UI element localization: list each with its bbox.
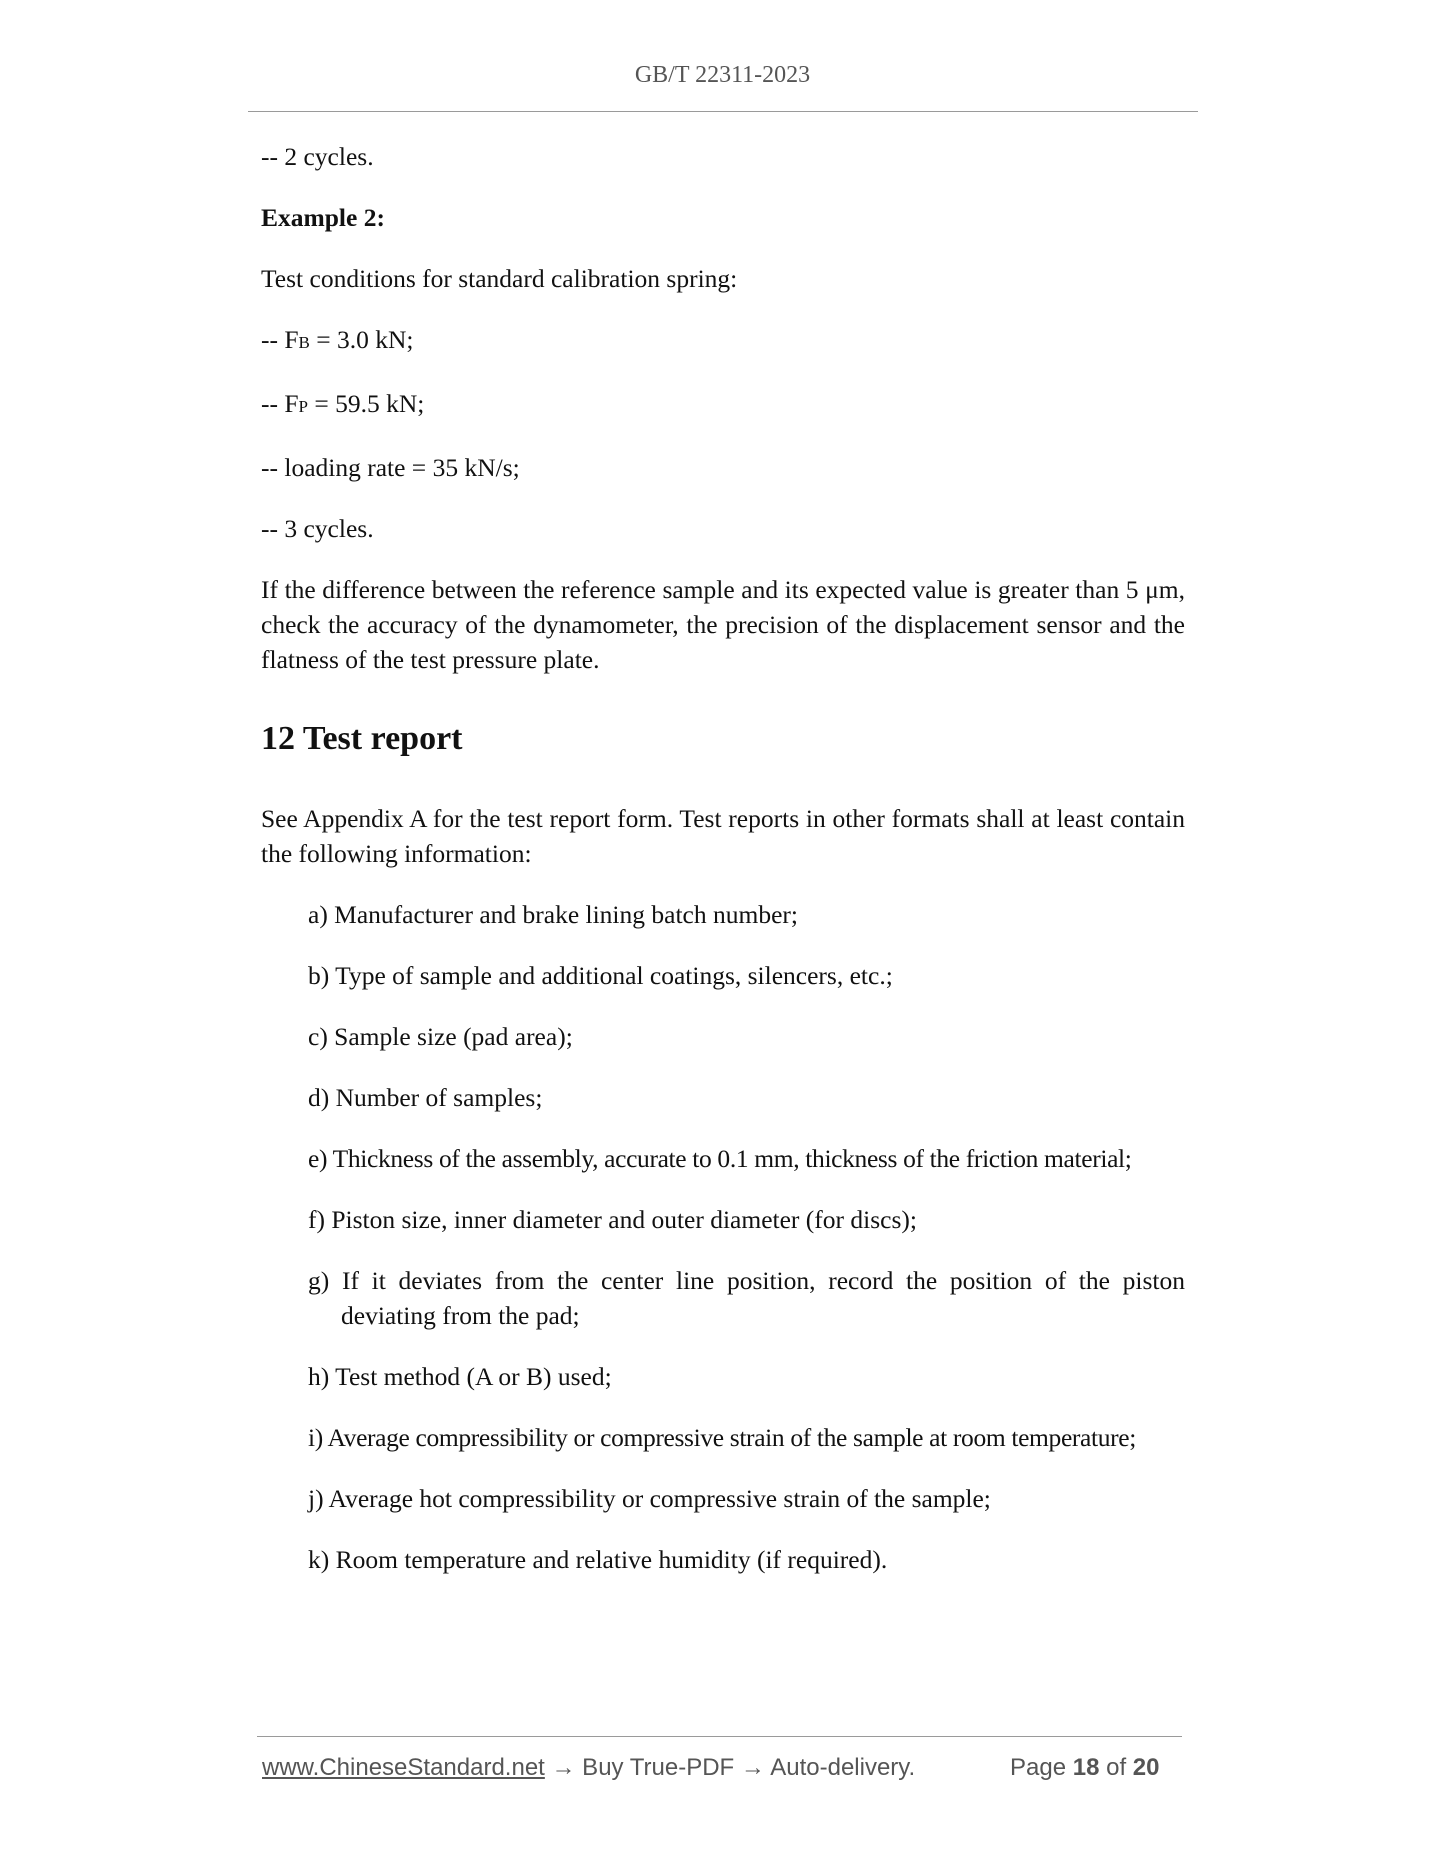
- list-item: i) Average compressibility or compressive strain of the sample at room temperature;: [308, 1423, 1137, 1452]
- list-item: f) Piston size, inner diameter and outer diameter (for discs);: [308, 1205, 917, 1234]
- list-item: h) Test method (A or B) used;: [308, 1362, 612, 1391]
- cycles-line-3: -- 3 cycles.: [261, 514, 374, 543]
- document-code-header: GB/T 22311-2023: [634, 62, 811, 88]
- list-item: a) Manufacturer and brake lining batch number;: [308, 900, 798, 929]
- total-pages: 20: [1132, 1754, 1160, 1781]
- page-footer: [262, 1754, 1182, 1784]
- list-item: c) Sample size (pad area);: [308, 1022, 573, 1051]
- list-item: d) Number of samples;: [308, 1083, 543, 1112]
- section-heading: 12 Test report: [261, 720, 463, 757]
- list-item: j) Average hot compressibility or compressive strain of the sample;: [308, 1484, 991, 1513]
- loading-rate-line: -- loading rate = 35 kN/s;: [261, 453, 520, 482]
- list-item: k) Room temperature and relative humidity (if required).: [308, 1545, 888, 1574]
- fb-prefix: -- F: [261, 325, 299, 354]
- conditions-intro: Test conditions for standard calibration spring:: [261, 264, 738, 293]
- page-label: Page: [1010, 1754, 1073, 1781]
- page-content: [261, 139, 1185, 1603]
- fp-subscript: P: [298, 397, 309, 416]
- example-heading: Example 2:: [261, 203, 385, 232]
- footer-promo: [262, 1754, 915, 1782]
- header-divider: [248, 111, 1198, 112]
- fp-condition: [261, 386, 1185, 424]
- difference-paragraph: If the difference between the reference sample and its expected value is greater than 5 μm, check the accuracy of the dynamometer, the precision of the displacement sensor and the flatness of the test pressure plate.: [261, 575, 1185, 674]
- list-item: b) Type of sample and additional coatings, silencers, etc.;: [308, 961, 893, 990]
- of-label: of: [1099, 1754, 1133, 1781]
- website-link[interactable]: www.ChineseStandard.net: [262, 1754, 545, 1781]
- list-item: e) Thickness of the assembly, accurate to 0.1 mm, thickness of the friction material;: [308, 1144, 1132, 1173]
- page-indicator: [1010, 1754, 1159, 1782]
- fp-prefix: -- F: [261, 389, 299, 418]
- fb-value: = 3.0 kN;: [309, 325, 414, 354]
- fp-value: = 59.5 kN;: [308, 389, 425, 418]
- fb-subscript: B: [298, 333, 310, 352]
- list-item: g) If it deviates from the center line position, record the position of the piston deviating from the pad;: [308, 1266, 1185, 1330]
- promo-text: → Buy True-PDF → Auto-delivery.: [544, 1754, 916, 1781]
- section-intro: See Appendix A for the test report form. Test reports in other formats shall at least contain the following information:: [261, 804, 1185, 868]
- fb-condition: [261, 322, 1185, 360]
- footer-divider: [257, 1736, 1182, 1737]
- page-number: 18: [1072, 1754, 1100, 1781]
- report-items-list: [261, 897, 1185, 1577]
- cycles-line-2: -- 2 cycles.: [261, 142, 374, 171]
